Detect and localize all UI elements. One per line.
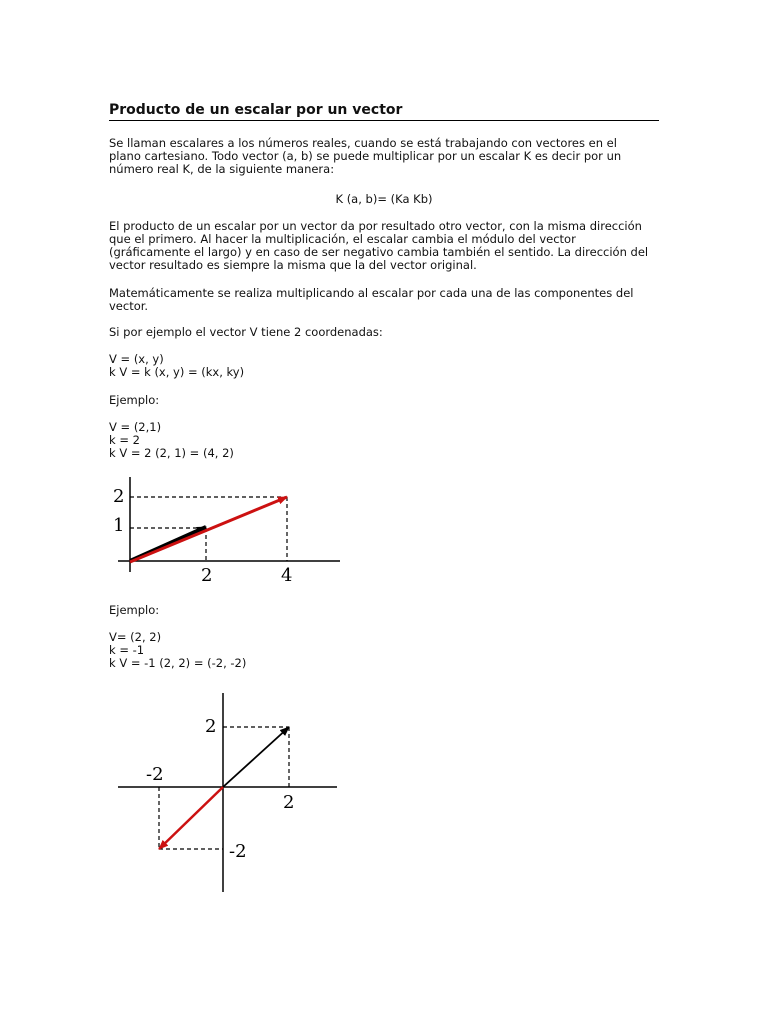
example-1-label: Ejemplo: (109, 393, 160, 407)
graph-1-label-y2: 2 (113, 486, 125, 507)
example-2-label: Ejemplo: (109, 603, 160, 617)
general-formula: V = (x, y) k V = k (x, y) = (kx, ky) (109, 352, 245, 379)
coordinates-paragraph: Si por ejemplo el vector V tiene 2 coordenadas: (109, 325, 383, 339)
graph-1-label-y1: 1 (113, 515, 125, 536)
graph-1-label-x2: 2 (201, 565, 213, 586)
graph-2-label-x2: 2 (283, 792, 295, 813)
graph-2-scaled-vector (159, 787, 223, 849)
page-title: Producto de un escalar por un vector (109, 101, 659, 121)
graph-2-label-y2: 2 (205, 716, 217, 737)
explanation-paragraph: El producto de un escalar por un vector da por resultado otro vector, con la misma dirección que el primero. Al hacer la multiplicación, el escalar cambia el módulo del vector (gráficamente el largo) y en caso de ser negativo cambia también el sentido. La dirección del vector resultado es siempre la misma que la del vector original. (109, 219, 649, 272)
graph-2-label-yneg2: -2 (229, 841, 247, 862)
example-2-text: V= (2, 2) k = -1 k V = -1 (2, 2) = (-2, -2) (109, 630, 247, 670)
graph-1-scaled-vector (130, 497, 287, 562)
example-1-text: V = (2,1) k = 2 k V = 2 (2, 1) = (4, 2) (109, 420, 234, 460)
graph-2 (118, 693, 337, 892)
graph-1-label-x4: 4 (281, 565, 293, 586)
graph-2-original-vector (223, 727, 289, 787)
formula: K (a, b)= (Ka Kb) (335, 192, 433, 206)
graph-1 (113, 477, 340, 586)
graph-2-label-xneg2: -2 (146, 764, 164, 785)
math-paragraph: Matemáticamente se realiza multiplicando al escalar por cada una de las componentes del vector. (109, 286, 634, 313)
intro-paragraph: Se llaman escalares a los números reales, cuando se está trabajando con vectores en el plano cartesiano. Todo vector (a, b) se puede multiplicar por un escalar K es decir por un número real K, de la siguiente manera: (109, 136, 622, 176)
